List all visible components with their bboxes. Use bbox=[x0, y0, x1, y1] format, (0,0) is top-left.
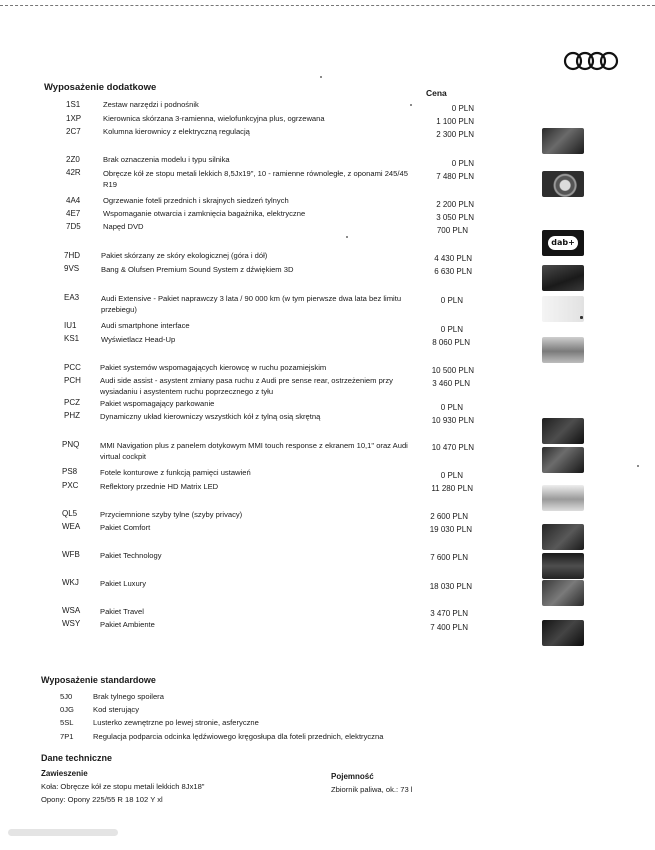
option-code: PCZ bbox=[64, 398, 80, 407]
option-description: Audi Extensive - Pakiet naprawczy 3 lata / 90 000 km (w tym pierwsze dwa lata bez limitu przebiegu) bbox=[101, 294, 402, 314]
option-price: 0 PLN bbox=[440, 403, 463, 412]
option-price: 0 PLN bbox=[451, 104, 474, 113]
fuel-tank-spec: Zbiornik paliwa, ok.: 73 l bbox=[331, 785, 413, 794]
option-code: 2Z0 bbox=[66, 155, 80, 164]
watermark-shape bbox=[8, 826, 118, 840]
option-price: 3 050 PLN bbox=[436, 213, 474, 222]
section-title-additional: Wyposażenie dodatkowe bbox=[44, 82, 157, 93]
standard-description: Lusterko zewnętrzne po lewej stronie, asferyczne bbox=[93, 718, 259, 727]
option-code: QL5 bbox=[62, 509, 78, 518]
option-code: PNQ bbox=[62, 440, 80, 449]
option-price: 3 460 PLN bbox=[432, 379, 470, 388]
option-description: Zestaw narzędzi i podnośnik bbox=[103, 100, 199, 109]
option-code: 7D5 bbox=[66, 222, 81, 231]
capacity-label: Pojemność bbox=[331, 772, 374, 781]
head-up-display-thumbnail bbox=[542, 337, 584, 363]
option-description: Wspomaganie otwarcia i zamknięcia bagażnika, elektryczne bbox=[103, 209, 306, 218]
option-price: 7 400 PLN bbox=[430, 623, 468, 632]
option-description: Brak oznaczenia modelu i typu silnika bbox=[103, 155, 230, 164]
option-code: 2C7 bbox=[66, 127, 81, 136]
option-description: Audi smartphone interface bbox=[101, 321, 190, 330]
option-price: 0 PLN bbox=[440, 296, 463, 305]
option-price: 10 500 PLN bbox=[431, 366, 474, 375]
option-description: Pakiet Technology bbox=[100, 551, 162, 560]
option-code: 9VS bbox=[64, 264, 80, 273]
option-description: Pakiet Luxury bbox=[100, 579, 147, 588]
option-description: Dynamiczny układ kierowniczy wszystkich kół z tylną osią skrętną bbox=[100, 412, 321, 421]
option-description: Obręcze kół ze stopu metali lekkich 8,5Jx19", 10 - ramienne równoległe, z oponami 245/45 R19 bbox=[103, 169, 408, 189]
dab-logo-text: dab+ bbox=[548, 236, 578, 250]
option-code: WSY bbox=[62, 619, 81, 628]
option-description: Pakiet wspomagający parkowanie bbox=[100, 399, 215, 408]
option-price: 11 280 PLN bbox=[431, 484, 473, 493]
standard-code: 5SL bbox=[60, 718, 74, 727]
standard-description: Kod sterujący bbox=[93, 705, 140, 714]
suspension-label: Zawieszenie bbox=[41, 769, 88, 778]
matrix-led-thumbnail bbox=[542, 485, 584, 511]
sound-system-thumbnail bbox=[542, 265, 584, 291]
scan-speck bbox=[410, 104, 412, 106]
option-price: 10 930 PLN bbox=[431, 416, 474, 425]
option-description: Reflektory przednie HD Matrix LED bbox=[100, 482, 219, 491]
option-price: 8 060 PLN bbox=[432, 338, 470, 347]
option-description: Wyświetlacz Head-Up bbox=[101, 335, 176, 344]
option-description: Audi side assist - asystent zmiany pasa ruchu z Audi pre sense rear, ostrzeżeniem przy wysiadaniu i asystentem ruchu poprzecznego z tyłu bbox=[100, 376, 393, 396]
standard-code: 5J0 bbox=[60, 692, 73, 701]
price-column-header: Cena bbox=[426, 88, 447, 98]
option-price: 2 600 PLN bbox=[430, 512, 468, 521]
standard-description: Brak tylnego spoilera bbox=[93, 692, 164, 701]
option-description: Pakiet skórzany ze skóry ekologicznej (góra i dół) bbox=[101, 251, 268, 260]
tires-spec: Opony: Opony 225/55 R 18 102 Y xl bbox=[41, 795, 163, 804]
option-price: 0 PLN bbox=[451, 159, 474, 168]
option-code: PHZ bbox=[64, 411, 80, 420]
option-description: Fotele konturowe z funkcją pamięci ustawień bbox=[100, 468, 251, 477]
audi-extensive-thumbnail bbox=[542, 296, 584, 322]
option-description: Przyciemnione szyby tylne (szyby privacy) bbox=[100, 510, 243, 519]
dab-radio-thumbnail bbox=[542, 230, 584, 256]
option-price: 700 PLN bbox=[436, 226, 468, 235]
option-code: EA3 bbox=[64, 293, 80, 302]
option-description: Pakiet Travel bbox=[100, 607, 144, 616]
option-code: IU1 bbox=[64, 321, 77, 330]
option-code: WFB bbox=[62, 550, 80, 559]
standard-description: Regulacja podparcia odcinka lędźwiowego kręgosłupa dla foteli przednich, elektryczna bbox=[93, 732, 384, 741]
option-price: 2 300 PLN bbox=[436, 130, 474, 139]
wheels-spec: Koła: Obręcze kół ze stopu metali lekkich 8Jx18" bbox=[41, 782, 205, 791]
option-code: WEA bbox=[62, 522, 81, 531]
option-price: 3 470 PLN bbox=[430, 609, 468, 618]
option-price: 0 PLN bbox=[440, 325, 463, 334]
option-code: 1XP bbox=[66, 114, 82, 123]
option-code: 4E7 bbox=[66, 209, 81, 218]
option-description: Pakiet systemów wspomagających kierowcę w ruchu pozamiejskim bbox=[100, 363, 327, 372]
option-price: 6 630 PLN bbox=[434, 267, 472, 276]
option-description: Bang & Olufsen Premium Sound System z dźwiękiem 3D bbox=[101, 265, 294, 274]
option-price: 10 470 PLN bbox=[431, 443, 474, 452]
section-title-technical: Dane techniczne bbox=[41, 753, 113, 763]
technology-package-thumbnail bbox=[542, 553, 584, 579]
page-top-dashed-line bbox=[0, 5, 655, 6]
option-description: Pakiet Ambiente bbox=[100, 620, 155, 629]
option-code: 42R bbox=[66, 168, 81, 177]
option-price: 18 030 PLN bbox=[429, 582, 472, 591]
option-price: 7 600 PLN bbox=[430, 553, 468, 562]
option-description: Kierownica skórzana 3-ramienna, wielofunkcyjna plus, ogrzewana bbox=[103, 114, 325, 123]
scan-speck bbox=[320, 76, 322, 78]
option-code: PXC bbox=[62, 481, 79, 490]
watermark-logo bbox=[8, 826, 118, 843]
option-price: 4 430 PLN bbox=[434, 254, 472, 263]
option-price: 19 030 PLN bbox=[429, 525, 472, 534]
standard-code: 7P1 bbox=[60, 732, 74, 741]
option-code: PCH bbox=[64, 376, 81, 385]
scan-speck bbox=[346, 236, 348, 238]
standard-code: 0JG bbox=[60, 705, 74, 714]
option-code: WKJ bbox=[62, 578, 79, 587]
luxury-package-thumbnail bbox=[542, 580, 584, 606]
steering-column-thumbnail bbox=[542, 128, 584, 154]
option-code: 4A4 bbox=[66, 196, 81, 205]
option-description: Ogrzewanie foteli przednich i skrajnych siedzeń tylnych bbox=[103, 196, 289, 205]
navigation-thumbnail bbox=[542, 447, 584, 473]
option-code: PS8 bbox=[62, 467, 78, 476]
option-description: Napęd DVD bbox=[103, 222, 144, 231]
option-code: KS1 bbox=[64, 334, 80, 343]
wheel-rim-thumbnail bbox=[542, 171, 584, 197]
option-description: Pakiet Comfort bbox=[100, 523, 151, 532]
option-code: 7HD bbox=[64, 251, 81, 260]
section-title-standard: Wyposażenie standardowe bbox=[41, 675, 156, 685]
option-price: 2 200 PLN bbox=[436, 200, 474, 209]
comfort-package-thumbnail bbox=[542, 524, 584, 550]
option-price: 7 480 PLN bbox=[436, 172, 474, 181]
option-price: 1 100 PLN bbox=[436, 117, 474, 126]
option-price: 0 PLN bbox=[440, 471, 463, 480]
option-description: MMI Navigation plus z panelem dotykowym MMI touch response z ekranem 10,1" oraz Audi virtual cockpit bbox=[100, 441, 408, 461]
option-code: WSA bbox=[62, 606, 81, 615]
four-rings-logo bbox=[563, 50, 619, 72]
ambiente-package-thumbnail bbox=[542, 620, 584, 646]
option-code: PCC bbox=[64, 363, 81, 372]
option-code: 1S1 bbox=[66, 100, 81, 109]
scan-speck bbox=[637, 465, 639, 467]
option-description: Kolumna kierownicy z elektryczną regulacją bbox=[103, 127, 250, 136]
steering-system-thumbnail bbox=[542, 418, 584, 444]
